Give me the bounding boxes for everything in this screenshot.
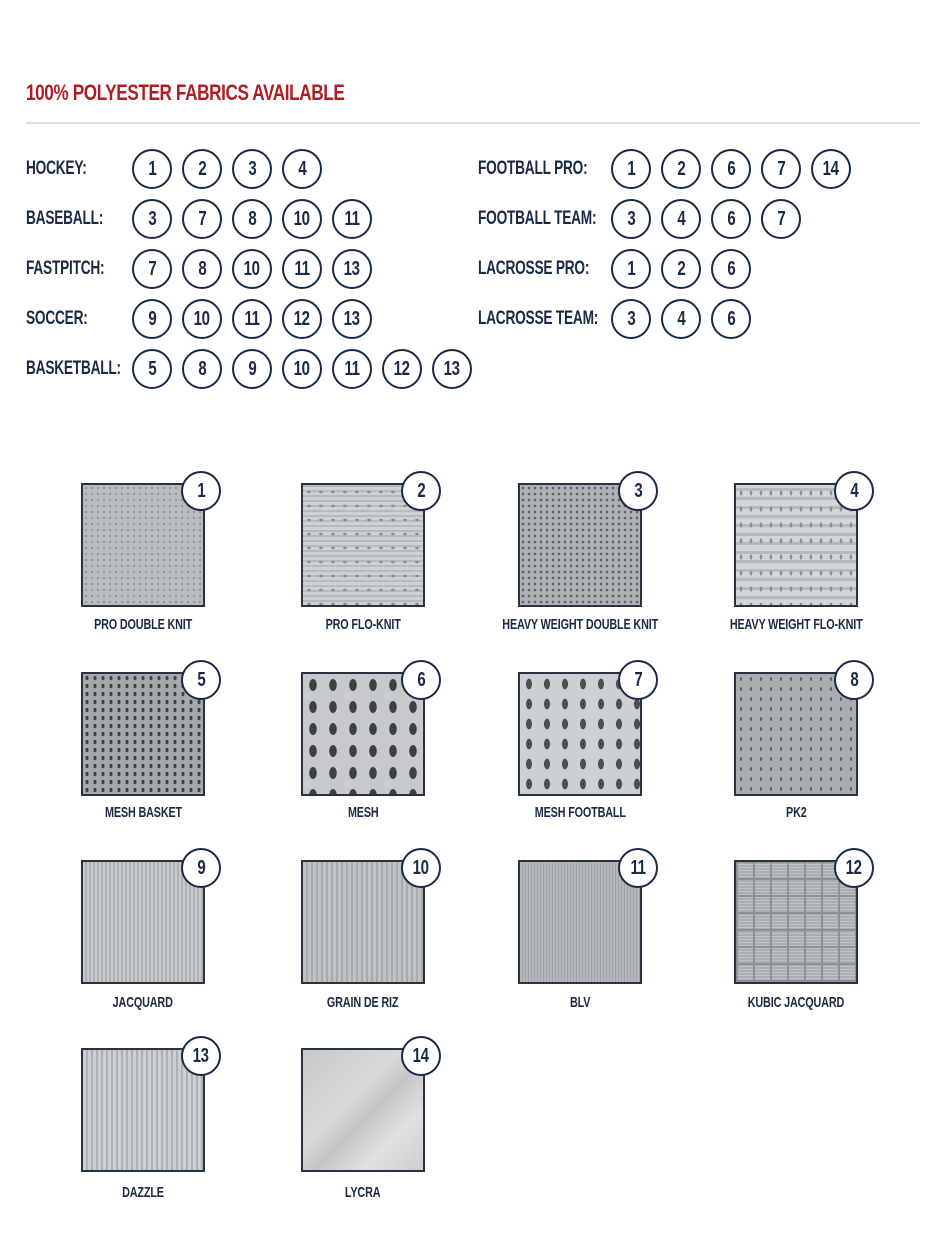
fabric-number-badge: 7 <box>618 660 658 700</box>
fabric-number-badge: 14 <box>811 149 851 189</box>
fabric-number-badge: 6 <box>711 299 751 339</box>
fabric-number-badge: 3 <box>618 471 658 511</box>
fabric-number-badge: 4 <box>661 199 701 239</box>
fabric-name-label: DAZZLE <box>122 1184 164 1201</box>
fabric-number-badge: 2 <box>182 149 222 189</box>
fabric-number-badge: 1 <box>611 149 651 189</box>
fabric-number-badge: 8 <box>834 660 874 700</box>
fabric-name-label: PRO DOUBLE KNIT <box>93 616 193 633</box>
fabric-number-badge: 5 <box>181 660 221 700</box>
fabric-number-badge: 6 <box>401 660 441 700</box>
sport-label: HOCKEY: <box>26 158 87 179</box>
fabric-number-badge: 6 <box>711 199 751 239</box>
fabric-number-badge: 4 <box>661 299 701 339</box>
fabric-number-badge: 11 <box>332 349 372 389</box>
sport-row <box>478 299 947 339</box>
page-title: 100% POLYESTER FABRICS AVAILABLE <box>26 80 345 105</box>
fabric-number-badge: 13 <box>432 349 472 389</box>
fabric-name-label: MESH <box>347 804 379 821</box>
fabric-number-badge: 7 <box>761 199 801 239</box>
sport-row <box>478 149 947 189</box>
fabric-number-badge: 10 <box>282 199 322 239</box>
fabric-name-label: PK2 <box>785 804 807 821</box>
sport-row <box>478 199 947 239</box>
fabric-number-badge: 6 <box>711 249 751 289</box>
sport-label: LACROSSE PRO: <box>478 258 590 279</box>
fabric-number-badge: 11 <box>282 249 322 289</box>
sport-row <box>26 349 496 389</box>
fabric-number-badge: 10 <box>401 848 441 888</box>
sport-row <box>26 249 496 289</box>
fabric-name-label: GRAIN DE RIZ <box>327 994 399 1011</box>
sport-label: FOOTBALL TEAM: <box>478 208 597 229</box>
fabric-number-badge: 3 <box>132 199 172 239</box>
sport-label: LACROSSE TEAM: <box>478 308 599 329</box>
sport-row <box>26 149 496 189</box>
fabric-number-badge: 1 <box>611 249 651 289</box>
fabric-number-badge: 8 <box>232 199 272 239</box>
fabric-number-badge: 11 <box>618 848 658 888</box>
fabric-number-badge: 7 <box>761 149 801 189</box>
fabric-number-badge: 7 <box>182 199 222 239</box>
fabric-number-badge: 10 <box>182 299 222 339</box>
fabric-number-badge: 6 <box>711 149 751 189</box>
sport-label: BASEBALL: <box>26 208 104 229</box>
fabric-name-label: KUBIC JACQUARD <box>747 994 845 1011</box>
fabric-number-badge: 3 <box>611 299 651 339</box>
fabric-number-badge: 13 <box>181 1036 221 1076</box>
fabric-number-badge: 13 <box>332 299 372 339</box>
fabric-name-label: BLV <box>569 994 591 1011</box>
fabric-number-badge: 8 <box>182 349 222 389</box>
title-divider <box>26 122 920 124</box>
fabric-name-label: HEAVY WEIGHT FLO-KNIT <box>729 616 863 633</box>
fabric-name-label: MESH BASKET <box>104 804 182 821</box>
fabric-number-badge: 3 <box>232 149 272 189</box>
fabric-name-label: PRO FLO-KNIT <box>325 616 401 633</box>
fabric-number-badge: 2 <box>661 149 701 189</box>
sport-label: FOOTBALL PRO: <box>478 158 588 179</box>
fabric-number-badge: 3 <box>611 199 651 239</box>
fabric-number-badge: 14 <box>401 1036 441 1076</box>
fabric-number-badge: 2 <box>661 249 701 289</box>
fabric-number-badge: 12 <box>382 349 422 389</box>
fabric-number-badge: 1 <box>181 471 221 511</box>
fabric-number-badge: 5 <box>132 349 172 389</box>
fabric-name-label: HEAVY WEIGHT DOUBLE KNIT <box>502 616 658 633</box>
fabric-number-badge: 4 <box>834 471 874 511</box>
fabric-number-badge: 8 <box>182 249 222 289</box>
fabric-number-badge: 2 <box>401 471 441 511</box>
fabric-name-label: LYCRA <box>345 1184 381 1201</box>
sport-label: SOCCER: <box>26 308 88 329</box>
fabric-number-badge: 7 <box>132 249 172 289</box>
sport-row <box>478 249 947 289</box>
fabric-number-badge: 9 <box>232 349 272 389</box>
fabric-number-badge: 13 <box>332 249 372 289</box>
sport-label: FASTPITCH: <box>26 258 105 279</box>
fabric-name-label: MESH FOOTBALL <box>534 804 626 821</box>
fabric-name-label: JACQUARD <box>112 994 174 1011</box>
sport-row <box>26 299 496 339</box>
fabric-number-badge: 9 <box>181 848 221 888</box>
sport-label: BASKETBALL: <box>26 358 121 379</box>
fabric-number-badge: 10 <box>282 349 322 389</box>
fabric-number-badge: 11 <box>232 299 272 339</box>
fabric-number-badge: 11 <box>332 199 372 239</box>
fabric-number-badge: 10 <box>232 249 272 289</box>
sport-row <box>26 199 496 239</box>
fabric-number-badge: 4 <box>282 149 322 189</box>
fabric-number-badge: 12 <box>282 299 322 339</box>
fabric-number-badge: 9 <box>132 299 172 339</box>
fabric-number-badge: 12 <box>834 848 874 888</box>
fabric-number-badge: 1 <box>132 149 172 189</box>
